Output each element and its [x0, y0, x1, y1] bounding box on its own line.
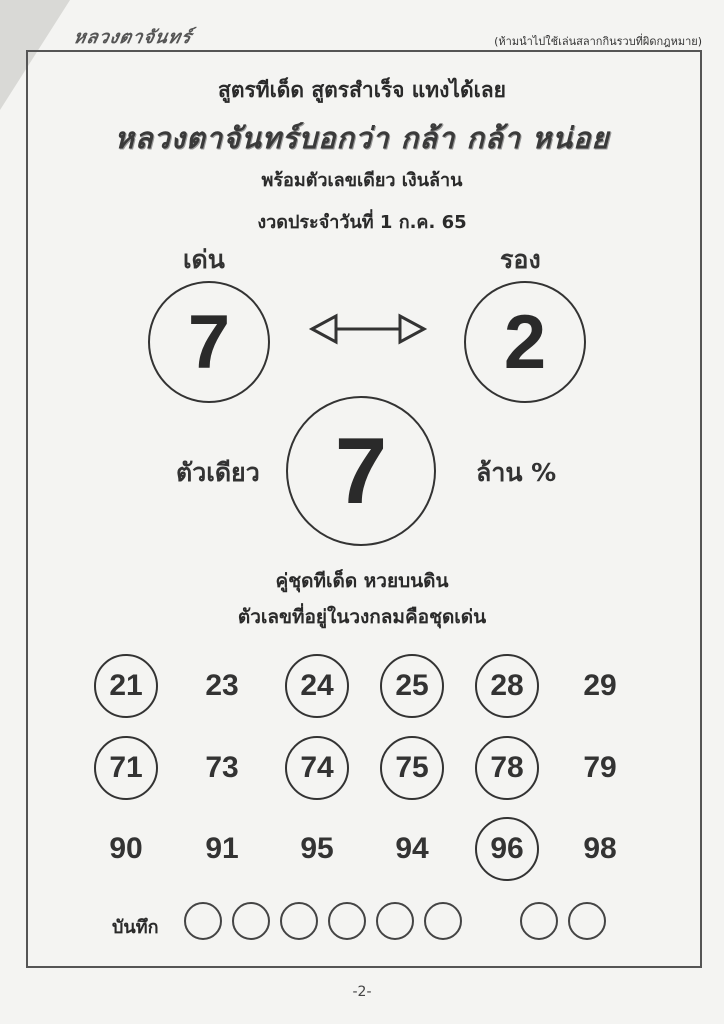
pair-number: 29 — [583, 669, 617, 702]
featured-pair-number: 78 — [475, 736, 539, 800]
featured-pair-number: 21 — [94, 654, 158, 718]
headline: สูตรทีเด็ด สูตรสำเร็จ แทงได้เลย — [218, 78, 506, 102]
lead-digit: 7 — [148, 281, 270, 403]
subline: พร้อมตัวเลขเดียว เงินล้าน — [261, 170, 463, 191]
memo-blank-circle — [184, 902, 222, 940]
brand-logo-text: หลวงตาจันทร์ — [71, 27, 195, 48]
featured-pair-number: 74 — [285, 736, 349, 800]
pair-number: 91 — [205, 832, 239, 865]
pair-number: 90 — [109, 832, 143, 865]
single-label: ตัวเดียว — [176, 458, 260, 487]
pairs-title: คู่ชุดทีเด็ด หวยบนดิน — [275, 570, 449, 592]
featured-pair-number: 75 — [380, 736, 444, 800]
memo-blank-circle — [280, 902, 318, 940]
pair-number: 23 — [205, 669, 239, 702]
pair-number: 94 — [395, 832, 429, 865]
pairs-note: ตัวเลขที่อยู่ในวงกลมคือชุดเด่น — [237, 606, 487, 628]
featured-pair-number: 96 — [475, 817, 539, 881]
single-suffix: ล้าน % — [476, 458, 557, 487]
pair-number: 95 — [300, 832, 334, 865]
featured-pair-number: 24 — [285, 654, 349, 718]
pair-number: 73 — [205, 751, 239, 784]
featured-pair-number: 71 — [94, 736, 158, 800]
page-number: -2- — [352, 984, 372, 1000]
double-arrow-icon — [308, 311, 428, 347]
second-label: รอง — [500, 245, 541, 274]
pair-number: 79 — [583, 751, 617, 784]
memo-blank-circle — [328, 902, 366, 940]
featured-pair-number: 25 — [380, 654, 444, 718]
memo-blank-circle — [424, 902, 462, 940]
lead-label: เด่น — [183, 245, 225, 274]
memo-blank-circle — [520, 902, 558, 940]
second-digit: 2 — [464, 281, 586, 403]
slogan: หลวงตาจันทร์บอกว่า กล้า กล้า หน่อย — [114, 121, 610, 155]
single-digit: 7 — [286, 396, 436, 546]
pair-number: 98 — [583, 832, 617, 865]
featured-pair-number: 28 — [475, 654, 539, 718]
memo-blank-circle — [376, 902, 414, 940]
memo-label: บันทึก — [112, 917, 159, 938]
draw-date: งวดประจำวันที่ 1 ก.ค. 65 — [257, 212, 467, 233]
legal-disclaimer: (ห้ามนำไปใช้เล่นสลากกินรวบที่ผิดกฎหมาย) — [494, 35, 702, 48]
memo-blank-circle — [568, 902, 606, 940]
memo-blank-circle — [232, 902, 270, 940]
